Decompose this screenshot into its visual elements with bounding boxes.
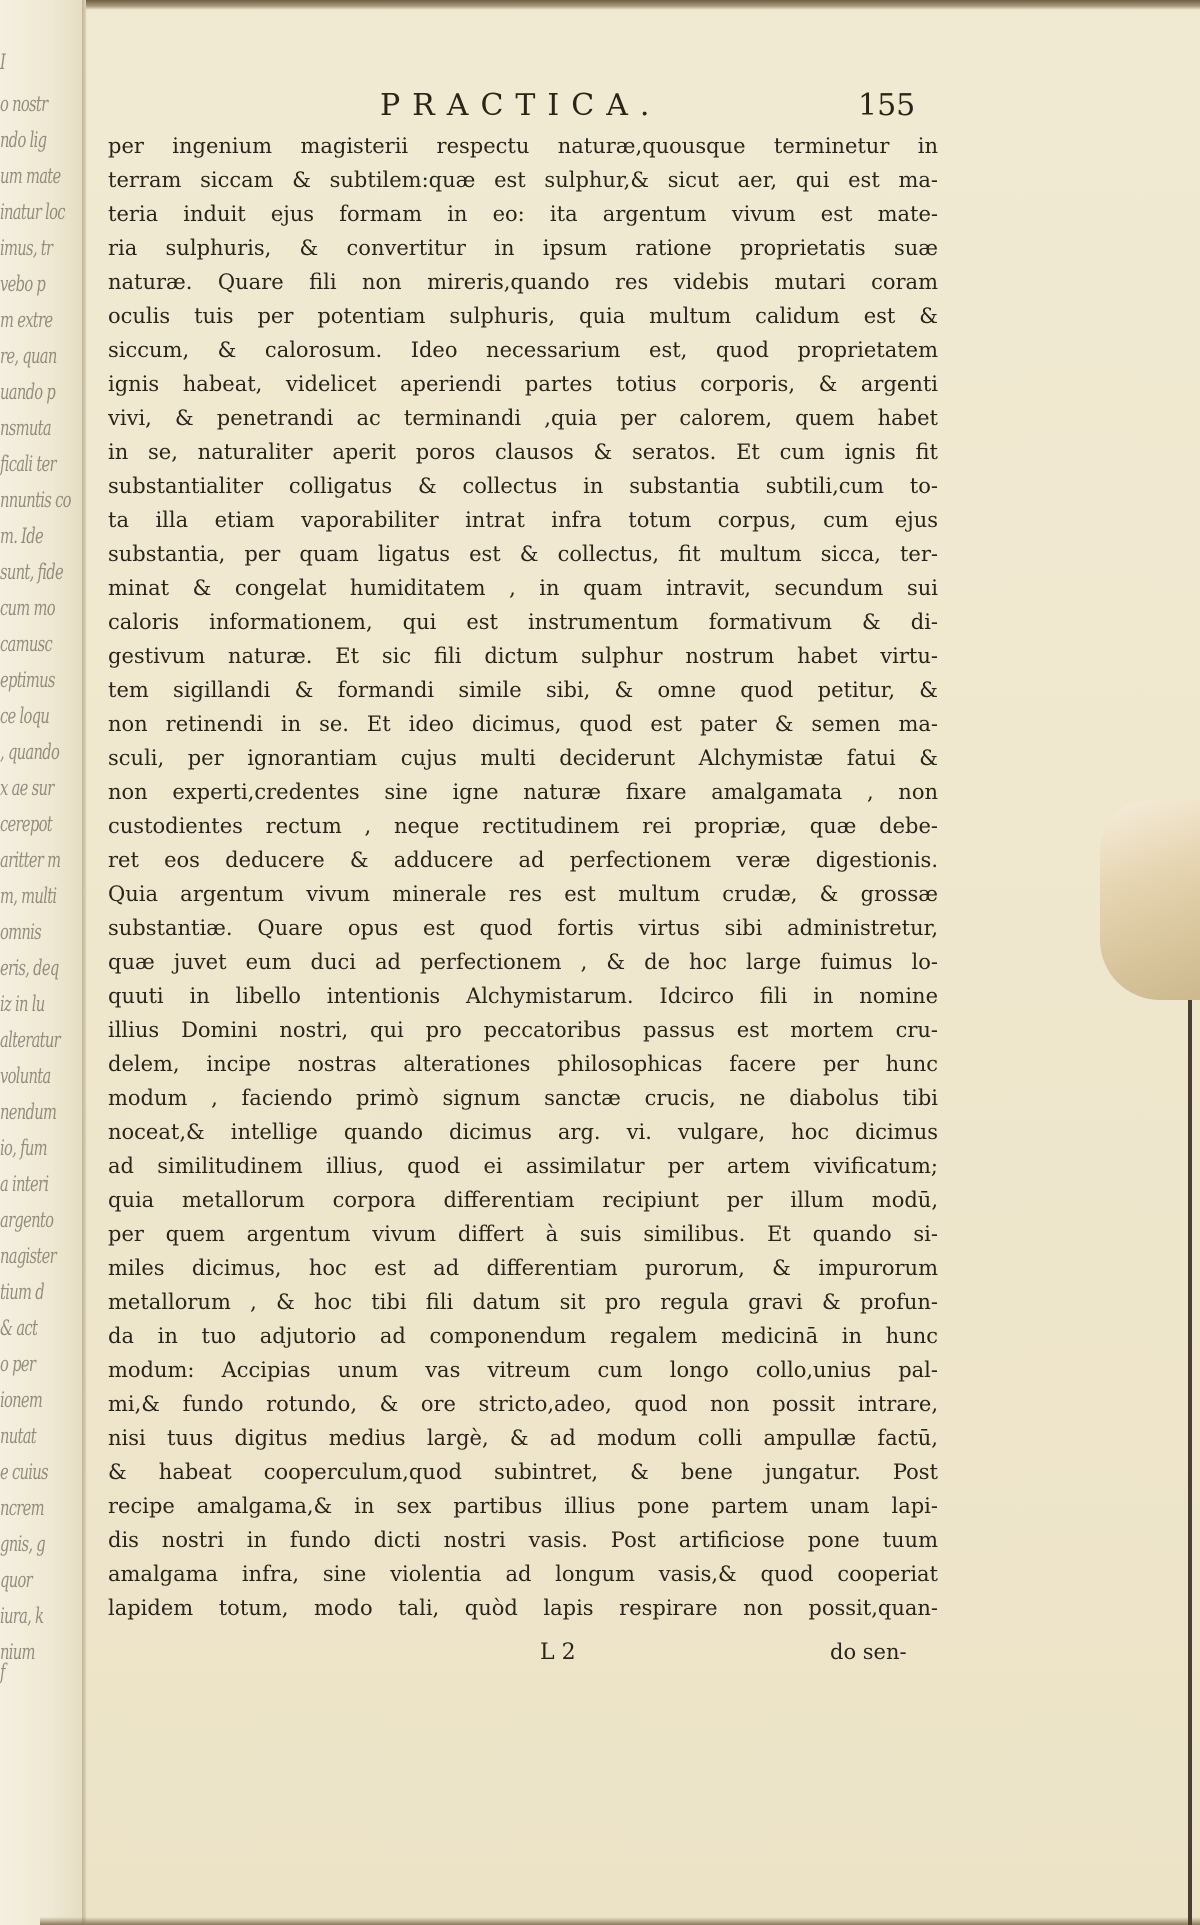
text-line: terram siccam & subtilem:quæ est sulphur,& sicut aer, qui est ma- (108, 168, 938, 192)
bleed-line: m extre (0, 308, 53, 332)
bleed-line: f (0, 1660, 5, 1684)
page-gutter (82, 0, 87, 1925)
bleed-line: m. Ide (0, 524, 44, 548)
bleed-line: o nostr (0, 92, 48, 116)
bleed-line: eris, deq (0, 956, 59, 980)
text-line: lapidem totum, modo tali, quòd lapis respirare non possit,quan- (108, 1596, 938, 1620)
bleed-line: ncrem (0, 1496, 44, 1520)
bleed-line: iz in lu (0, 992, 45, 1016)
text-line: nisi tuus digitus medius largè, & ad modum colli ampullæ factū, (108, 1426, 938, 1450)
text-line: miles dicimus, hoc est ad differentiam purorum, & impurorum (108, 1256, 938, 1280)
text-line: non experti,credentes sine igne naturæ fixare amalgamata , non (108, 780, 938, 804)
bleed-line: vebo p (0, 272, 46, 296)
bleed-line: I (0, 50, 6, 74)
bleed-line: ndo lig (0, 128, 47, 152)
bleed-line: omnis (0, 920, 42, 944)
bleed-line: e cuius (0, 1460, 48, 1484)
bleed-line: eptimus (0, 668, 55, 692)
text-line: modum: Accipias unum vas vitreum cum longo collo,unius pal- (108, 1358, 938, 1382)
text-line: per ingenium magisterii respectu naturæ,quousque terminetur in (108, 134, 938, 158)
text-line: sculi, per ignorantiam cujus multi deciderunt Alchymistæ fatui & (108, 746, 938, 770)
bleed-line: ce loqu (0, 704, 50, 728)
text-line: ta illa etiam vaporabiliter intrat infra totum corpus, cum ejus (108, 508, 938, 532)
bleed-line: x ae sur (0, 776, 54, 800)
bleed-line: ficali ter (0, 452, 56, 476)
page-bottom-edge (40, 1917, 1200, 1925)
bleed-line: a interi (0, 1172, 49, 1196)
bleed-line: alteratur (0, 1028, 60, 1052)
bleed-line: inatur loc (0, 200, 65, 224)
page-footer (540, 1640, 940, 1674)
text-line: naturæ. Quare fili non mireris,quando res videbis mutari coram (108, 270, 938, 294)
text-line: siccum, & calorosum. Ideo necessarium est, quod proprietatem (108, 338, 938, 362)
bleed-line: uando p (0, 380, 56, 404)
bleed-line: iura, k (0, 1604, 44, 1628)
text-line: amalgama infra, sine violentia ad longum vasis,& quod cooperiat (108, 1562, 938, 1586)
bleed-line: gnis, g (0, 1532, 45, 1556)
bleed-line: camusc (0, 632, 52, 656)
text-line: & habeat cooperculum,quod subintret, & bene jungatur. Post (108, 1460, 938, 1484)
bleed-line: cerepot (0, 812, 52, 836)
text-line: modum , faciendo primò signum sanctæ crucis, ne diabolus tibi (108, 1086, 938, 1110)
text-line: ria sulphuris, & convertitur in ipsum ratione proprietatis suæ (108, 236, 938, 260)
text-line: Quia argentum vivum minerale res est multum crudæ, & grossæ (108, 882, 938, 906)
facing-page-bleed-through (0, 50, 86, 1690)
text-line: metallorum , & hoc tibi fili datum sit pro regula gravi & profun- (108, 1290, 938, 1314)
text-line: oculis tuis per potentiam sulphuris, quia multum calidum est & (108, 304, 938, 328)
brush-tuft (1100, 800, 1200, 1000)
text-line: teria induit ejus formam in eo: ita argentum vivum est mate- (108, 202, 938, 226)
text-line: tem sigillandi & formandi simile sibi, & omne quod petitur, & (108, 678, 938, 702)
page-number: 155 (858, 88, 916, 123)
text-line: illius Domini nostri, qui pro peccatoribus passus est mortem cru- (108, 1018, 938, 1042)
bleed-line: nutat (0, 1424, 37, 1448)
bleed-line: um mate (0, 164, 61, 188)
text-line: custodientes rectum , neque rectitudinem rei propriæ, quæ debe- (108, 814, 938, 838)
text-line: quia metallorum corpora differentiam recipiunt per illum modū, (108, 1188, 938, 1212)
text-line: substantialiter colligatus & collectus in substantia subtili,cum to- (108, 474, 938, 498)
bleed-line: sunt, fide (0, 560, 63, 584)
signature-mark: L 2 (540, 1640, 576, 1665)
bleed-line: imus, tr (0, 236, 53, 260)
text-line: ad similitudinem illius, quod ei assimilatur per artem vivificatum; (108, 1154, 938, 1178)
bleed-line: io, fum (0, 1136, 47, 1160)
catchword: do sen- (830, 1640, 907, 1664)
text-line: gestivum naturæ. Et sic fili dictum sulphur nostrum habet virtu- (108, 644, 938, 668)
bleed-line: nendum (0, 1100, 57, 1124)
page-right-edge (1188, 1000, 1192, 1925)
text-line: recipe amalgama,& in sex partibus illius pone partem unam lapi- (108, 1494, 938, 1518)
bleed-line: ionem (0, 1388, 43, 1412)
bleed-line: re, quan (0, 344, 57, 368)
bleed-line: , quando (0, 740, 60, 764)
text-line: per quem argentum vivum differt à suis similibus. Et quando si- (108, 1222, 938, 1246)
bleed-line: nagister (0, 1244, 56, 1268)
bleed-line: nsmuta (0, 416, 51, 440)
bleed-line: nium (0, 1640, 35, 1664)
text-line: substantia, per quam ligatus est & collectus, fit multum sicca, ter- (108, 542, 938, 566)
text-line: non retinendi in se. Et ideo dicimus, quod est pater & semen ma- (108, 712, 938, 736)
text-line: quæ juvet eum duci ad perfectionem , & de hoc large fuimus lo- (108, 950, 938, 974)
text-line: delem, incipe nostras alterationes philosophicas facere per hunc (108, 1052, 938, 1076)
bleed-line: tium d (0, 1280, 44, 1304)
bleed-line: o per (0, 1352, 36, 1376)
bleed-line: m, multi (0, 884, 57, 908)
text-line: da in tuo adjutorio ad componendum regalem medicinā in hunc (108, 1324, 938, 1348)
text-line: caloris informationem, qui est instrumentum formativum & di- (108, 610, 938, 634)
text-line: in se, naturaliter aperit poros clausos & seratos. Et cum ignis fit (108, 440, 938, 464)
running-head: PRACTICA. (380, 88, 662, 123)
text-line: noceat,& intellige quando dicimus arg. vi. vulgare, hoc dicimus (108, 1120, 938, 1144)
text-line: substantiæ. Quare opus est quod fortis virtus sibi administretur, (108, 916, 938, 940)
body-text (108, 131, 938, 1661)
text-line: vivi, & penetrandi ac terminandi ,quia per calorem, quem habet (108, 406, 938, 430)
bleed-line: nnuntis co (0, 488, 71, 512)
text-line: ret eos deducere & adducere ad perfectionem veræ digestionis. (108, 848, 938, 872)
bleed-line: argento (0, 1208, 54, 1232)
bleed-line: cum mo (0, 596, 55, 620)
page-top-edge (86, 0, 1200, 10)
bleed-line: aritter m (0, 848, 61, 872)
text-line: dis nostri in fundo dicti nostri vasis. Post artificiose pone tuum (108, 1528, 938, 1552)
bleed-line: volunta (0, 1064, 51, 1088)
text-line: mi,& fundo rotundo, & ore stricto,adeo, quod non possit intrare, (108, 1392, 938, 1416)
text-line: ignis habeat, videlicet aperiendi partes totius corporis, & argenti (108, 372, 938, 396)
text-line: minat & congelat humiditatem , in quam intravit, secundum sui (108, 576, 938, 600)
text-line: quuti in libello intentionis Alchymistarum. Idcirco fili in nomine (108, 984, 938, 1008)
bleed-line: quor (0, 1568, 32, 1592)
bleed-line: & act (0, 1316, 38, 1340)
